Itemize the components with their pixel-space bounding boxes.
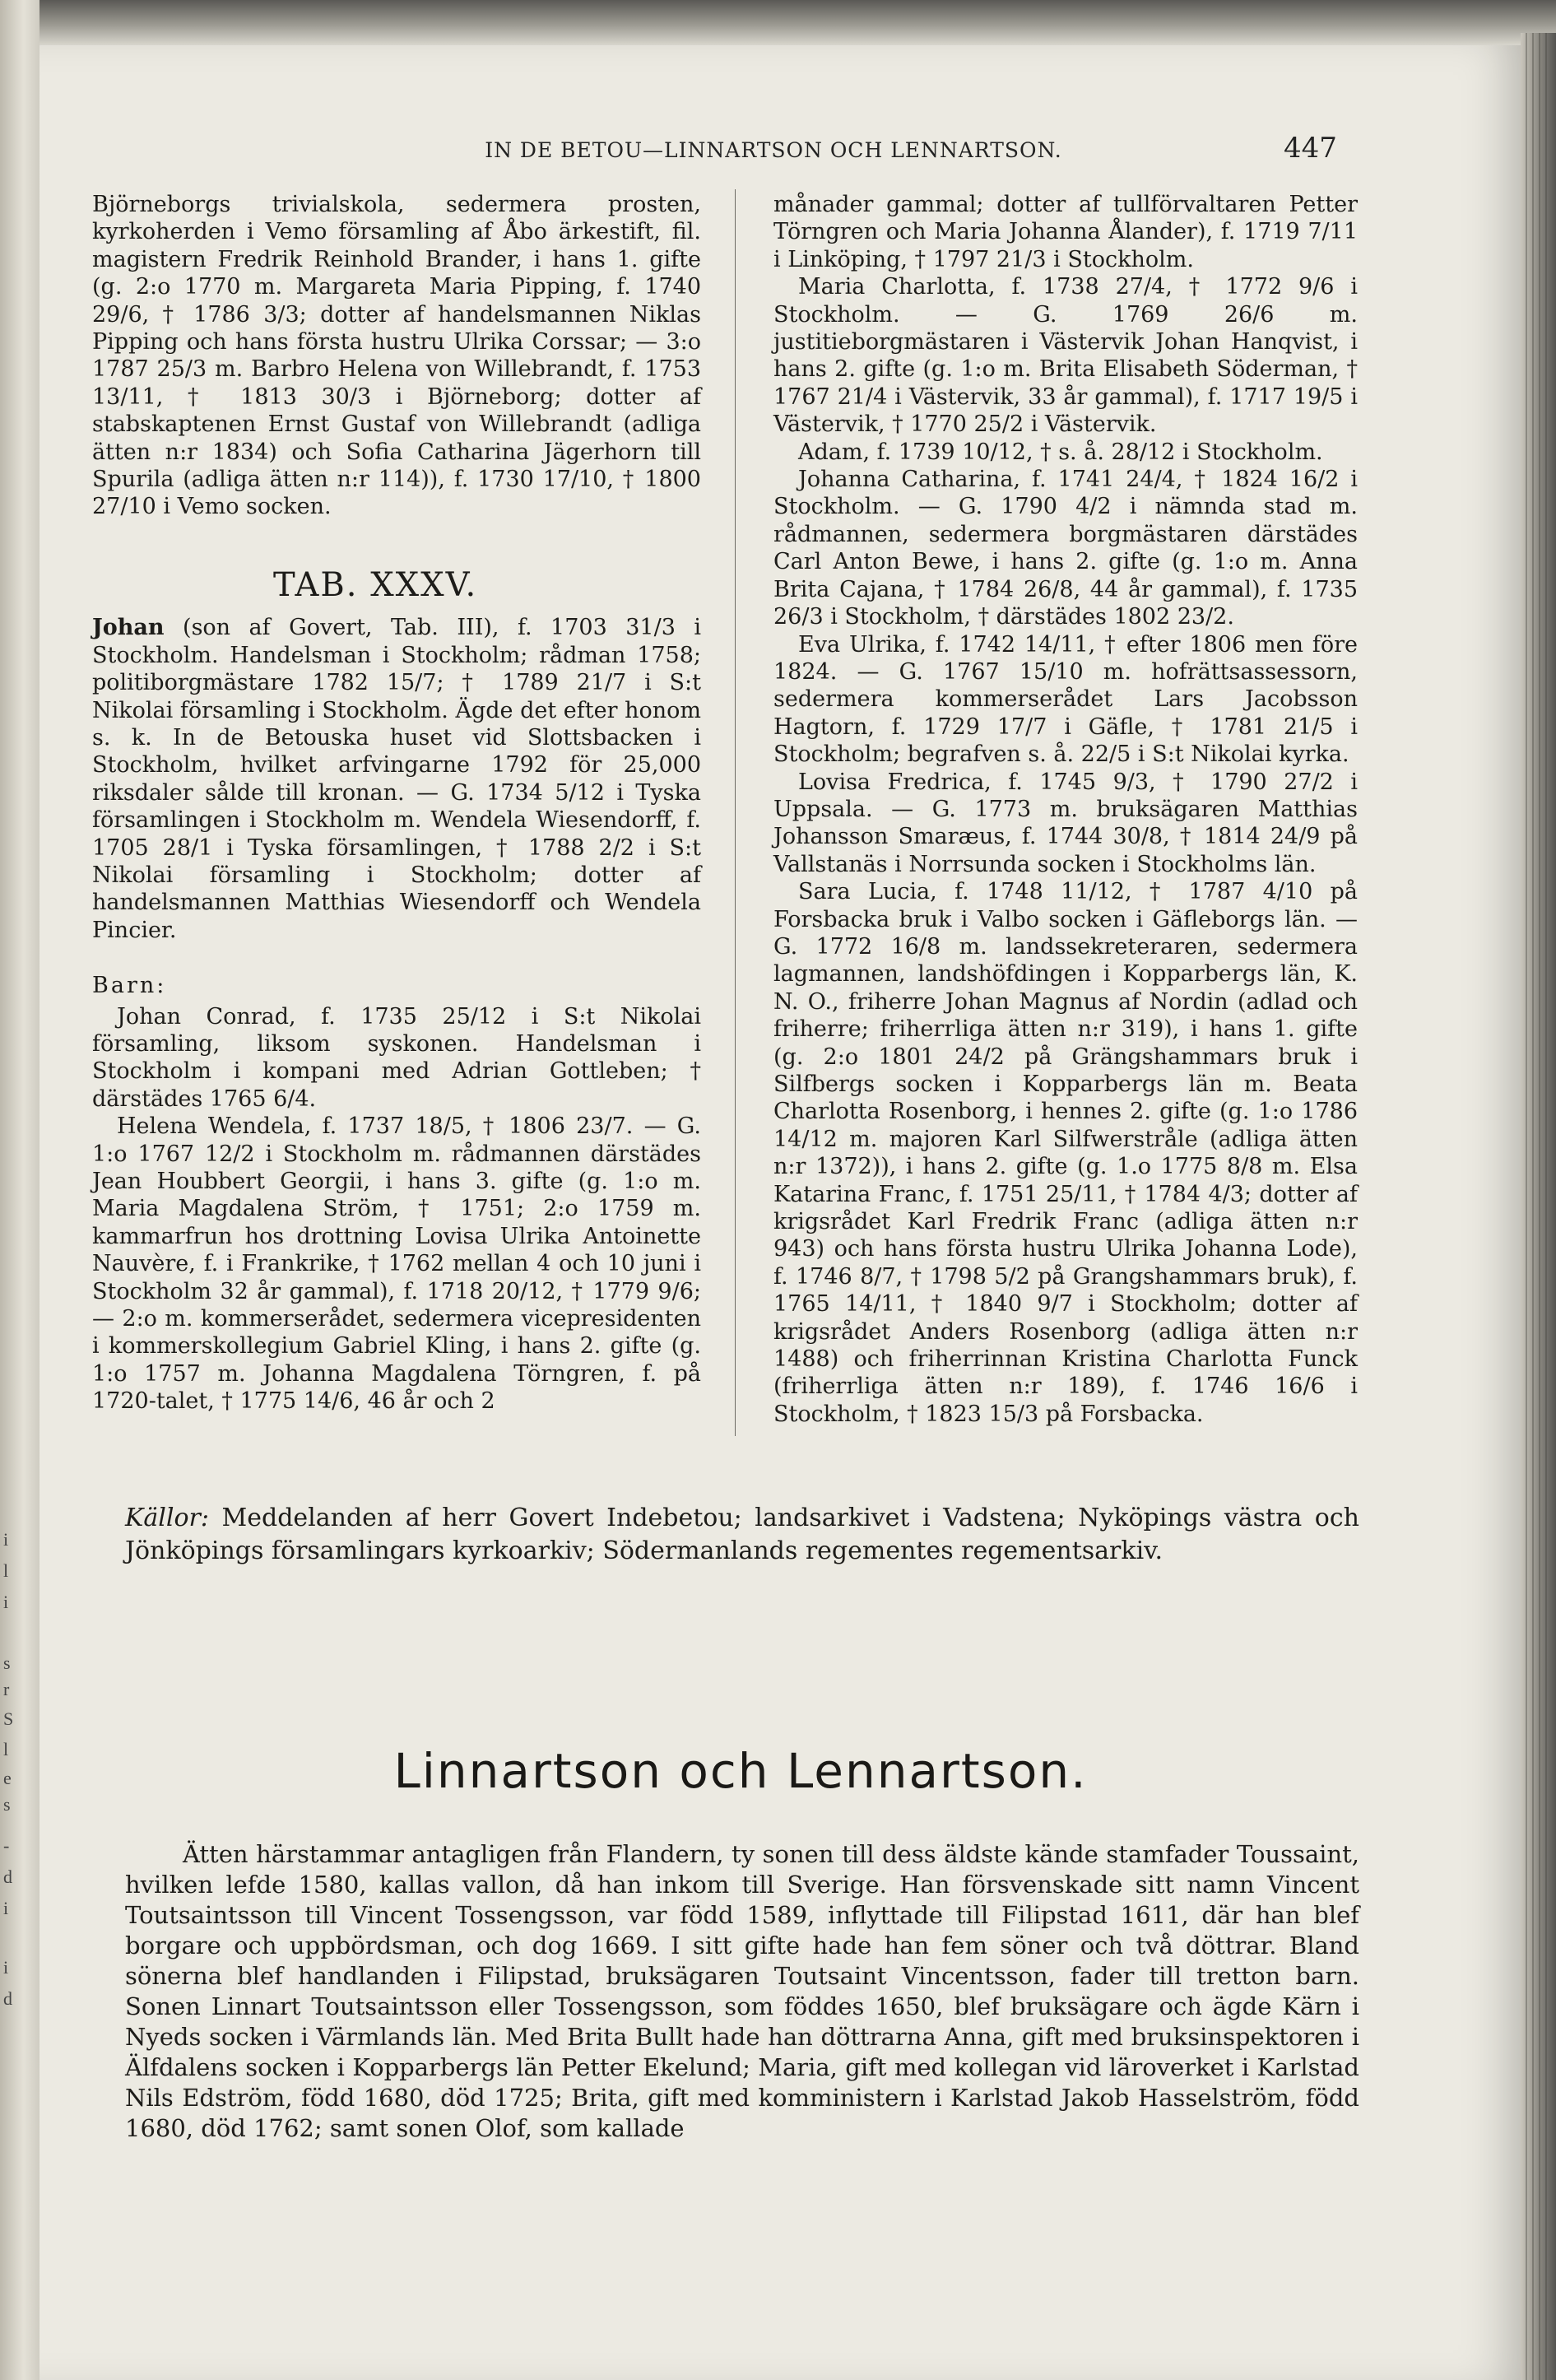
gutter-letter: e [3,1768,12,1788]
gutter-letter: S [3,1708,14,1729]
gutter-letter: i [3,1592,9,1612]
entry-text: (son af Govert, Tab. III), f. 1703 31/3 i Stockholm. Handelsman i Stockholm; rådman 1758; politiborgmästare 1782 15/7; † 1789 21/7 i S:t Nikolai församling i Stockholm. Ägde det efter honom s. k. In de Betouska huset vid Slottsbacken i Stockholm, hvilket arfvingarne 1792 för 25,000 riksdaler sålde till kronan. — G. 1734 5/12 i Tyska församlingen i Stockholm m. Wendela Wiesendorff, f. 1705 28/1 i Tyska församlingen, † 1788 2/2 i S:t Nikolai församling i Stockholm; dotter af handelsmannen Matthias Wiesendorff och Wendela Pincier. [92,615,701,943]
sources-note [125,1502,1359,1568]
tab-heading: TAB. XXXV. [273,565,478,604]
person-name: Johan [92,615,165,641]
book-gutter [0,0,39,2380]
book-right-edge [1521,33,1556,2380]
child-entry: Johan Conrad, f. 1735 25/12 i S:t Nikolai församling, liksom syskonen. Handelsman i Stockholm i kompani med Adrian Gottleben; † därstädes 1765 6/4. [92,1003,701,1112]
column-divider [735,189,736,1436]
page-number: 447 [1284,132,1337,165]
gutter-letter: l [3,1560,9,1581]
child-entry: Maria Charlotta, f. 1738 27/4, † 1772 9/6 i Stockholm. — G. 1769 26/6 m. justitieborgmästaren i Västervik Johan Hanqvist, i hans 2. gifte (g. 1:o m. Brita Elisabeth Söderman, † 1767 21/4 i Västervik, 33 år gammal), f. 1717 19/5 i Västervik, † 1770 25/2 i Västervik. [773,274,1358,438]
child-entry: Adam, f. 1739 10/12, † s. å. 28/12 i Stockholm. [798,439,1323,465]
left-column [92,191,701,1415]
child-entry: Eva Ulrika, f. 1742 14/11, † efter 1806 men före 1824. — G. 1767 15/10 m. hofrättsassessorn, sedermera kommerserådet Lars Jacobsson Hagtorn, f. 1729 17/7 i Gäfle, † 1781 21/5 i Stockholm; begrafven s. å. 22/5 i S:t Nikolai kyrka. [773,631,1358,768]
running-header: IN DE BETOU—LINNARTSON OCH LENNARTSON. [485,138,1062,162]
gutter-letter: s [3,1794,11,1815]
book-top-edge [0,0,1556,45]
intro-paragraph: Ätten härstammar antagligen från Flandern, ty sonen till dess äldste kände stamfader Toussaint, hvilken lefde 1580, kallas vallon, då han inkom till Sverige. Han försvenskade sitt namn Vincent Toutsaintsson till Vincent Tossengsson, var född 1589, inflyttade till Filipstad 1611, där han blef borgare och uppbördsman, och dog 1669. I sitt gifte hade han fem söner och två döttrar. Bland sönerna blef handlanden i Filipstad, bruksägaren Toutsaint Vincentsson, fader till tretton barn. Sonen Linnart Toutsaintsson eller Tossengsson, som föddes 1650, blef bruksägare och ägde Kärn i Nyeds socken i Värmlands län. Med Brita Bullt hade han döttrarna Anna, gift med bruksinspektoren i Älfdalens socken i Kopparbergs län Petter Ekelund; Maria, gift med kollegan vid läroverket i Karlstad Nils Edström, född 1680, död 1725; Brita, gift med komministern i Karlstad Jakob Hasselström, född 1680, död 1762; samt sonen Olof, som kallade [125,1840,1359,2142]
child-entry: Sara Lucia, f. 1748 11/12, † 1787 4/10 på Forsbacka bruk i Valbo socken i Gäfleborgs län. — G. 1772 16/8 m. landssekreteraren, sedermera lagmannen, landshöfdingen i Kopparbergs län, K. N. O., friherre Johan Magnus af Nordin (adlad och friherre; friherrliga ätten n:r 319), i hans 1. gifte (g. 2:o 1801 24/2 på Grängshammars bruk i Silfbergs socken i Kopparbergs län m. Beata Charlotta Rosenborg, i hennes 2. gifte (g. 1:o 1786 14/12 m. majoren Karl Silfwerstråle (adliga ätten n:r 1372)), i hans 2. gifte (g. 1.o 1775 8/8 m. Elsa Katarina Franc, f. 1751 25/11, † 1784 4/3; dotter af krigsrådet Karl Fredrik Franc (adliga ätten n:r 943) och hans första hustru Ulrika Johanna Lode), f. 1746 8/7, † 1798 5/2 på Grangshammars bruk), f. 1765 14/11, † 1840 9/7 i Stockholm; dotter af krigsrådet Anders Rosenborg (adliga ätten n:r 1488) och friherrinnan Kristina Charlotta Funck (friherrliga ätten n:r 189), f. 1746 16/6 i Stockholm, † 1823 15/3 på Forsbacka. [773,879,1358,1427]
gutter-letter: i [3,1898,9,1918]
children-heading: Barn: [92,973,167,999]
gutter-letter: i [3,1957,9,1978]
gutter-letter: l [3,1739,9,1759]
gutter-letter: i [3,1529,9,1550]
child-entry: Lovisa Fredrica, f. 1745 9/3, † 1790 27/2 i Uppsala. — G. 1773 m. bruksägaren Matthias Johansson Smaræus, f. 1744 30/8, † 1814 24/9 på Vallstanäs i Norrsunda socken i Stockholms län. [773,769,1358,877]
gutter-letter: r [3,1679,10,1699]
gutter-letter: s [3,1653,11,1673]
section-title: Linnartson och Lennartson. [393,1743,1088,1799]
child-entry: Johanna Catharina, f. 1741 24/4, † 1824 16/2 i Stockholm. — G. 1790 4/2 i nämnda stad m. rådmannen, sedermera borgmästaren därstädes Carl Anton Bewe, i hans 2. gifte (g. 1:o m. Anna Brita Cajana, † 1784 26/8, 44 år gammal), f. 1735 26/3 i Stockholm, † därstädes 1802 23/2. [773,467,1358,630]
right-paragraph: månader gammal; dotter af tullförvaltaren Petter Törngren och Maria Johanna Ålander), f. 1719 7/11 i Linköping, † 1797 21/3 i Stockholm. [773,192,1358,272]
entry-johan [92,614,701,944]
left-paragraph: Björneborgs trivialskola, sedermera prosten, kyrkoherden i Vemo församling af Åbo ärkestift, fil. magistern Fredrik Reinhold Brander, i hans 1. gifte (g. 2:o 1770 m. Margareta Maria Pipping, f. 1740 29/6, † 1786 3/3; dotter af handelsmannen Niklas Pipping och hans första hustru Ulrika Corssar; — 3:o 1787 25/3 m. Barbro Helena von Willebrandt, f. 1753 13/11, † 1813 30/3 i Björneborg; dotter af stabskaptenen Ernst Gustaf von Willebrandt (adliga ätten n:r 1834) och Sofia Catharina Jägerhorn till Spurila (adliga ätten n:r 114)), f. 1730 17/10, † 1800 27/10 i Vemo socken. [92,192,701,520]
right-column [773,191,1358,1428]
gutter-letter: d [3,1866,12,1887]
section-intro [125,1839,1359,2144]
gutter-letter: - [3,1835,10,1856]
sources-label: Källor: [125,1504,209,1532]
child-entry: Helena Wendela, f. 1737 18/5, † 1806 23/7. — G. 1:o 1767 12/2 i Stockholm m. rådmannen därstädes Jean Houbbert Georgii, i hans 3. gifte (g. 1:o m. Maria Magdalena Ström, † 1751; 2:o 1759 m. kammarfrun hos drottning Lovisa Ulrika Antoinette Nauvère, f. i Frankrike, † 1762 mellan 4 och 10 juni i Stockholm 32 år gammal), f. 1718 20/12, † 1779 9/6; — 2:o m. kommerserådet, sedermera vicepresidenten i kommerskollegium Gabriel Kling, i hans 2. gifte (g. 1:o 1757 m. Johanna Magdalena Törngren, f. på 1720-talet, † 1775 14/6, 46 år och 2 [92,1113,701,1415]
gutter-letter: d [3,1988,12,2009]
sources-text: Meddelanden af herr Govert Indebetou; landsarkivet i Vadstena; Nyköpings västra och Jönköpings församlingars kyrkoarkiv; Södermanlands regementes regementsarkiv. [125,1504,1359,1565]
